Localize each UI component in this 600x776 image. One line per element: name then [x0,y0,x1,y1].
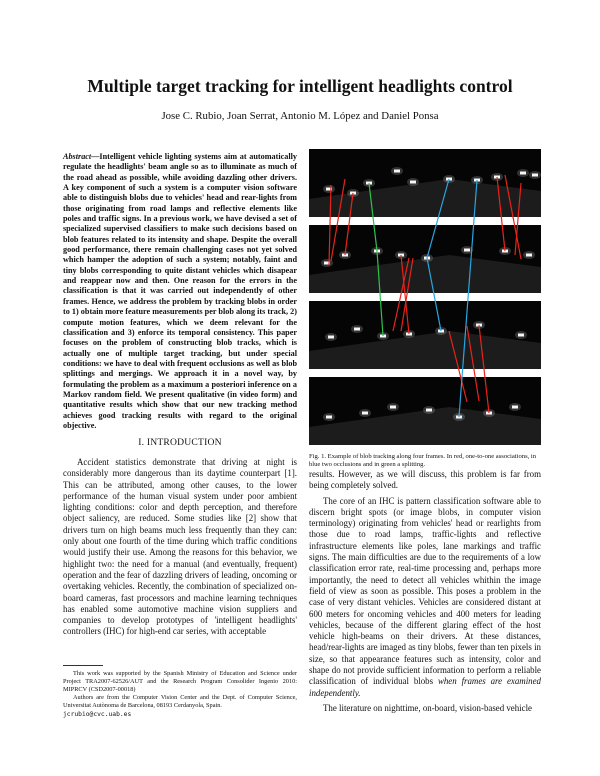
figure-caption: Fig. 1. Example of blob tracking along four frames. In red, one-to-one associations, in blue two occlusions and in green a splitting. [309,453,537,469]
right-paragraph-1: results. However, as we will discuss, this problem is far from being completely solved. [309,469,541,491]
light-glow [423,406,435,414]
figure-blob-tracking [309,149,541,446]
light-glow [325,333,337,341]
light-glow [515,331,527,339]
light-glow [509,403,521,411]
section-heading-introduction: I. INTRODUCTION [138,437,222,448]
right-paragraph-2-italic: when frames are examined independently. [309,676,541,698]
light-glow [529,171,541,179]
light-glow [407,178,419,186]
light-glow [387,403,399,411]
light-glow [391,167,403,175]
light-glow [323,185,335,193]
right-paragraph-2-text: The core of an IHC is pattern classification software able to discern bright spots (or image blobs, in computer vision terminology) originating from vehicles' head or rearlights from those due to road lamps, traffic-lights and reflective infrastructure elements like poles, lane markings and traffic signs. The main difficulties are due to the requirements of a low classification error rate, real-time processing and, perhaps more importantly, the need to detect all vehicles whithin the image field of view as soon as possible. This poses a problem in the case of very distant vehicles. Vehicles are considered distant at 600 meters for oncoming vehicles and 400 meters for leading vehicles, because of the different glaring effect of the host vehicle high-beams on their drivers. At these distances, head/rear-lights are imaged as tiny blobs, fewer than ten pixels in size, so that appearance features such as intensity, color and shape do not provide sufficient information to perform a reliable classification of individual blobs [309,495,541,687]
footnotes [63,670,297,720]
blob-tracking-frames [309,149,541,446]
right-paragraph-2 [309,496,541,699]
light-glow [359,409,371,417]
footnote-rule [63,665,103,666]
right-paragraph-3: The literature on nighttime, on-board, vision-based vehicle [323,702,532,713]
paper-title: Multiple target tracking for intelligent headlights control [87,76,513,96]
author-list: Jose C. Rubio, Joan Serrat, Antonio M. López and Daniel Ponsa [161,110,439,122]
abstract-label: Abstract [63,152,92,161]
light-glow [323,413,335,421]
footnote-funding: This work was supported by the Spanish Ministry of Education and Science under Project TRA2007-62526/AUT and the Research Program Consolider Ingenio 2010: MIPRCV (CSD2007-00018) [63,670,297,693]
light-glow [523,251,535,259]
footnote-affiliation: Authors are from the Computer Vision Center and the Dept. of Computer Science, Universitat Autònoma de Barcelona, 08193 Cerdanyola, Spain. [63,694,297,710]
intro-paragraph-1: Accident statistics demonstrate that driving at night is considerably more dangerous than its daytime counterpart [1]. This can be attributed, among other causes, to the lower performance of the human visual system under poor ambient lighting conditions: color and depth perception, and therefore object saliency, are reduced. Some studies like [2] show that drivers turn on high beams much less frequently than they can: only about one fourth of the time during which traffic conditions would justify their use. Among the reasons for this behavior, we highlight two: the need for a manual (and eventually, frequent) operation and the fear of dazzling drivers of leading, oncoming or overtaking vehicles. Recently, the combination of specialized on-board cameras, fast processors and machine learning techniques has enabled some automotive machine vision suppliers and companies to develop prototypes of 'intelligent headlights' controllers (IHC) for high-end car series, with acceptable [63,457,297,637]
light-glow [351,325,363,333]
abstract-text: —Intelligent vehicle lighting systems aim at automatically regulate the headlights' beam angle so as to illuminate as much of the road ahead as possible, while avoiding dazzling other drivers. A key component of such a system is a computer vision software able to distinguish blobs due to vehicles' head and rear-lights from those originating from road lamps and reflective elements like poles and traffic signs. In a previous work, we have devised a set of specialized supervised classifiers to make such decisions based on blob features related to its intensity and shape. Despite the overall good performance, there remain challenging cases not yet solved which hamper the adoption of such a system; notably, faint and tiny blobs corresponding to quite distant vehicles which disapear and reappear now and then. One reason for the errors in the classification is that it was carried out independently of other frames. Hence, we address the problem by tracking blobs in order to 1) obtain more feature measurements per blob along its track, 2) compute motion features, which we deem relevant for the classification and 3) enforce its temporal consistency. This paper focuses on the problem of constructing blob tracks, which is actually one of multiple target tracking, but under special conditions: we have to deal with frequent occlusions as well as blob splittings and mergings. We approach it in a novel way, by formulating the problem as a maximum a posteriori inference on a Markov random field. We present qualitative (in video form) and quantitative results which show that our new tracking method achieves good tracking results with regard to the original objective. [63,152,297,430]
abstract [63,152,297,431]
light-glow [517,169,529,177]
intro-left-column [63,457,297,638]
footnote-email: jcrubio@cvc.uab.es [63,710,132,718]
intro-right-column [309,469,541,714]
